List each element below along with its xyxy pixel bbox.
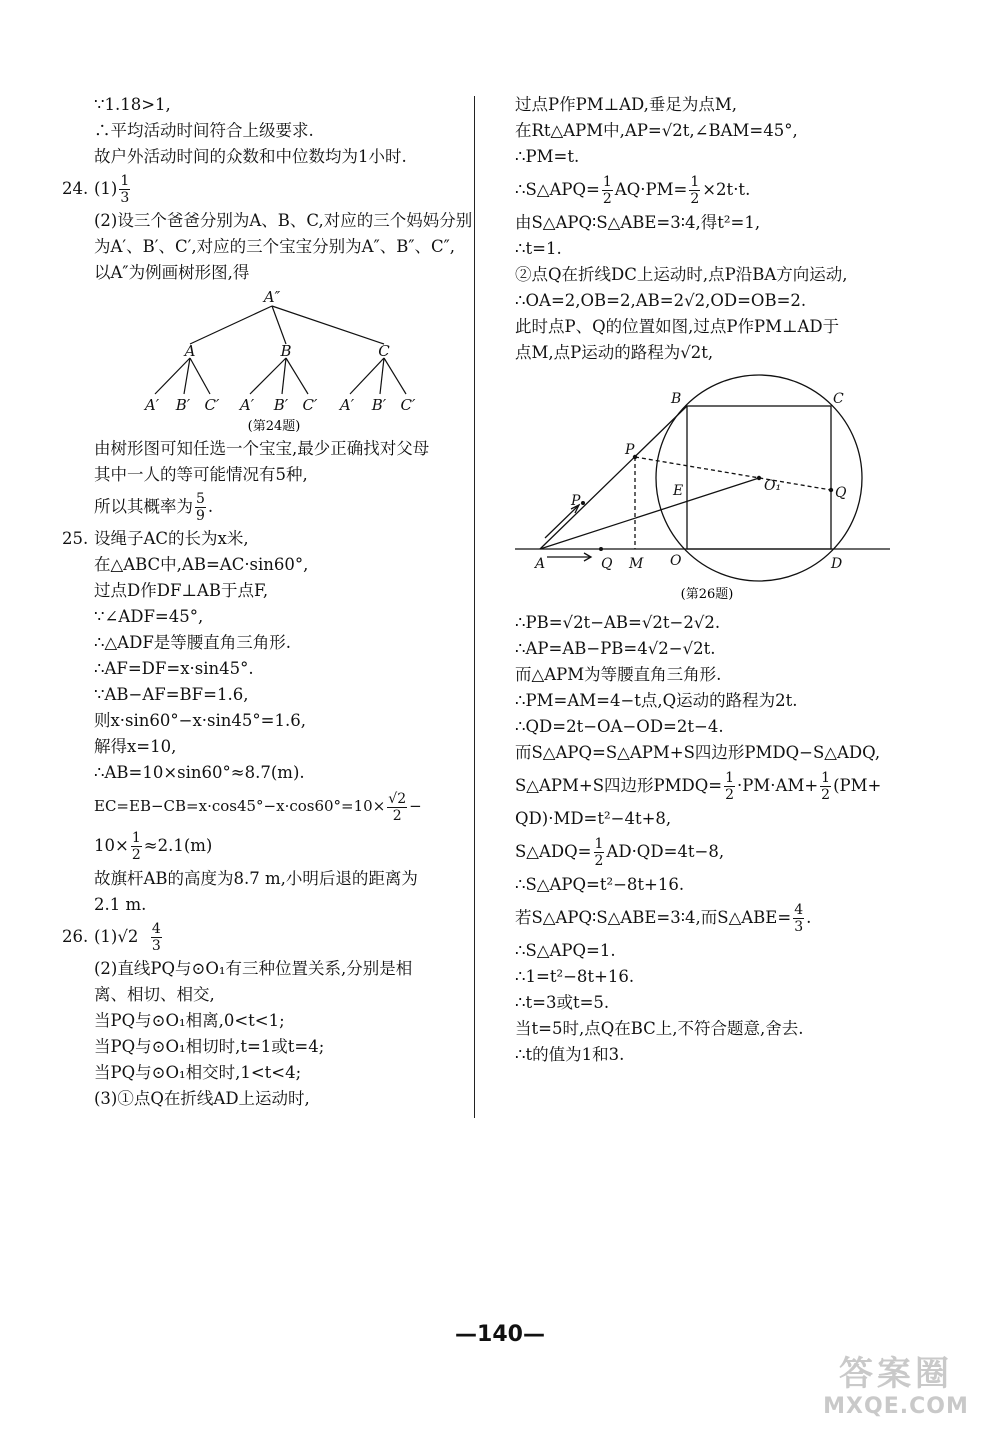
tree-leaf-label: B′	[273, 396, 289, 414]
text: S△ADQ=	[515, 842, 592, 861]
tree-node-label: A	[184, 342, 196, 360]
text-line: (2)直线PQ与⊙O₁有三种位置关系,分别是相	[94, 959, 413, 978]
tree-branch	[272, 306, 286, 344]
fraction	[119, 173, 130, 206]
tree-node-label: B	[280, 342, 292, 360]
text-line: ∴AF=DF=x·sin45°.	[94, 659, 254, 678]
text: (PM+	[833, 776, 882, 795]
text-line: ∴PM=t.	[515, 147, 580, 166]
tree-diagram-svg	[62, 286, 467, 436]
numerator: 1	[690, 174, 700, 190]
text-line: ∵AB−AF=BF=1.6,	[94, 685, 249, 704]
denominator: 3	[120, 190, 130, 206]
fraction	[793, 902, 804, 935]
tree-leaf-label: A′	[239, 396, 255, 414]
text-line: ∴平均活动时间符合上级要求.	[94, 121, 314, 140]
area-sum-line	[515, 766, 900, 806]
fraction	[131, 830, 142, 863]
text-line: 以A″为例画树形图,得	[94, 263, 250, 282]
text-line: ∵∠ADF=45°,	[94, 607, 204, 626]
denominator: 2	[821, 787, 831, 803]
numerator: 4	[794, 902, 804, 918]
text-line: 此时点P、Q的位置如图,过点P作PM⊥AD于	[515, 317, 840, 336]
label-o: O	[670, 553, 682, 569]
denominator: 9	[196, 508, 205, 524]
area-adq-line	[515, 832, 900, 872]
q24-answer-1	[62, 170, 467, 208]
numerator: 5	[196, 491, 205, 507]
text-line: 在△ABC中,AB=AC·sin60°,	[94, 555, 309, 574]
label-q-start: Q	[601, 556, 613, 572]
tree-branch	[250, 358, 286, 394]
text-line: ∴PB=√2t−AB=√2t−2√2.	[515, 613, 721, 632]
tree-branch	[286, 358, 308, 394]
tree-branch	[190, 358, 210, 394]
q25-result-line	[62, 826, 467, 866]
tree-leaf-label: C′	[204, 396, 220, 414]
area-formula-line	[515, 170, 900, 210]
label-b: B	[671, 391, 682, 407]
text-line: ②点Q在折线DC上运动时,点P沿BA方向运动,	[515, 265, 848, 284]
page-number: —140—	[455, 1322, 545, 1347]
fraction	[689, 174, 700, 207]
text-line: ∴△ADF是等腰直角三角形.	[94, 633, 292, 652]
text: AQ·PM=	[614, 180, 688, 199]
text-line: QD)·MD=t²−4t+8,	[515, 809, 672, 828]
numerator: 1	[594, 836, 604, 852]
text-line: 当PQ与⊙O₁相交时,1<t<4;	[94, 1063, 302, 1082]
left-column	[62, 92, 473, 1112]
text-line: ∴AP=AB−PB=4√2−√2t.	[515, 639, 716, 658]
text-line: (3)①点Q在折线AD上运动时,	[94, 1089, 310, 1108]
point-p-start	[581, 501, 585, 505]
text: −	[409, 797, 422, 815]
tree-branch	[190, 306, 272, 344]
numerator: 1	[602, 174, 612, 190]
text: (1)	[94, 179, 118, 198]
figure-caption: (第24题)	[247, 419, 301, 434]
text: AD·QD=4t−8,	[606, 842, 725, 861]
denominator: 2	[131, 847, 141, 863]
watermark-url: MXQE.COM	[823, 1394, 969, 1419]
text-line: 当PQ与⊙O₁相离,0<t<1;	[94, 1011, 285, 1030]
text: S△APM+S四边形PMDQ=	[515, 776, 723, 795]
text-line: 当t=5时,点Q在BC上,不符合题意,舍去.	[515, 1019, 804, 1038]
tree-diagram	[62, 286, 467, 436]
text: 10×	[94, 836, 129, 855]
text-line: ∴PM=AM=4−t点,Q运动的路程为2t.	[515, 691, 798, 710]
segment-ao1	[540, 478, 759, 549]
tree-leaf-label: A′	[339, 396, 355, 414]
label-m: M	[629, 556, 644, 572]
text-line: 而S△APQ=S△APM+S四边形PMDQ−S△ADQ,	[515, 743, 881, 762]
point-q	[829, 488, 833, 492]
text: ∴S△APQ=	[515, 180, 600, 199]
tree-branch	[384, 358, 406, 394]
text: 所以其概率为	[94, 497, 193, 516]
tree-leaf-label: C′	[400, 396, 416, 414]
segment-pq	[635, 457, 831, 490]
q24-probability-line	[62, 488, 467, 526]
text-line: 则x·sin60°−x·sin45°=1.6,	[94, 711, 306, 730]
fraction	[387, 791, 407, 824]
column-divider	[474, 96, 475, 1118]
tree-node-label: C	[378, 342, 390, 360]
text-line: 2.1 m.	[94, 895, 147, 914]
text-line: ∴t的值为1和3.	[515, 1045, 625, 1064]
text-line: 为A′、B′、C′,对应的三个宝宝分别为A″、B″、C″,	[94, 237, 456, 256]
right-column	[515, 92, 900, 1068]
text-line: ∴QD=2t−OA−OD=2t−4.	[515, 717, 724, 736]
numerator: 1	[120, 173, 130, 189]
text-line: (2)设三个爸爸分别为A、B、C,对应的三个妈妈分别	[94, 211, 473, 230]
text-line: 过点P作PM⊥AD,垂足为点M,	[515, 95, 738, 114]
text: EC=EB−CB=x·cos45°−x·cos60°=10×	[94, 797, 386, 815]
tree-leaf-label: C′	[302, 396, 318, 414]
text: ·PM·AM+	[737, 776, 819, 795]
point-o1	[757, 476, 761, 480]
denominator: 3	[151, 938, 161, 954]
tree-root-label: A″	[263, 288, 281, 306]
watermark-text: 答案圈	[839, 1354, 953, 1394]
question-number: 24.	[62, 179, 89, 198]
geometry-figure	[515, 366, 900, 610]
fraction	[602, 174, 613, 207]
fraction	[151, 921, 162, 954]
text-line: 故旗杆AB的高度为8.7 m,小明后退的距离为	[94, 869, 418, 888]
label-p-start: P	[571, 493, 581, 509]
text: .	[806, 908, 812, 927]
figure-caption: (第26题)	[680, 587, 734, 602]
tree-branch	[380, 358, 384, 394]
text: 设绳子AC的长为x米,	[94, 529, 249, 548]
label-a: A	[535, 556, 546, 572]
text: 若S△APQ∶S△ABE=3∶4,而S△ABE=	[515, 908, 792, 927]
label-q: Q	[835, 485, 847, 501]
question-number: 25.	[62, 529, 89, 548]
text: .	[207, 497, 214, 516]
tree-leaf-label: B′	[175, 396, 191, 414]
text-line: 点M,点P运动的路程为√2t,	[515, 343, 714, 362]
fraction	[594, 836, 605, 869]
text-line: 当PQ与⊙O₁相切时,t=1或t=4;	[94, 1037, 325, 1056]
denominator: 2	[725, 787, 735, 803]
point-q-start	[599, 547, 603, 551]
fraction	[195, 491, 206, 524]
label-o1: O₁	[764, 478, 782, 494]
arrow-p	[545, 505, 579, 538]
text-line: 其中一人的等可能情况有5种,	[94, 465, 308, 484]
tree-branch	[272, 306, 384, 344]
tree-branch	[282, 358, 286, 394]
text: (1)√2	[94, 927, 139, 946]
denominator: 3	[794, 919, 804, 935]
numerator: 1	[131, 830, 141, 846]
text-line: ∵1.18>1,	[94, 95, 171, 114]
label-c: C	[833, 391, 844, 407]
text-line: 故户外活动时间的众数和中位数均为1小时.	[94, 147, 407, 166]
fraction	[820, 770, 831, 803]
text-line: ∴t=1.	[515, 239, 562, 258]
numerator: 4	[151, 921, 161, 937]
denominator: 2	[690, 191, 700, 207]
text: ≈2.1(m)	[143, 836, 213, 855]
numerator: √2	[388, 790, 407, 807]
text-line: 在Rt△APM中,AP=√2t,∠BAM=45°,	[515, 121, 798, 140]
text-line: ∴AB=10×sin60°≈8.7(m).	[94, 763, 305, 782]
text-line: ∴S△APQ=1.	[515, 941, 616, 960]
numerator: 1	[821, 770, 831, 786]
text-line: 而△APM为等腰直角三角形.	[515, 665, 722, 684]
tree-leaf-label: A′	[144, 396, 160, 414]
denominator: 2	[594, 853, 604, 869]
tree-branch	[350, 358, 384, 394]
text-line: ∴OA=2,OB=2,AB=2√2,OD=OB=2.	[515, 291, 807, 310]
label-p: P	[625, 442, 635, 458]
watermark-logo	[806, 1354, 986, 1420]
segment-ab	[540, 406, 687, 549]
text: ×2t·t.	[702, 180, 751, 199]
q25-first-line	[62, 526, 467, 552]
tree-leaf-label: B′	[371, 396, 387, 414]
label-e: E	[673, 483, 684, 499]
text-line: ∴t=3或t=5.	[515, 993, 610, 1012]
denominator: 2	[392, 807, 402, 824]
text-line: 过点D作DF⊥AB于点F,	[94, 581, 269, 600]
q25-ec-line	[62, 786, 467, 826]
text-line: 离、相切、相交,	[94, 985, 215, 1004]
label-d: D	[831, 556, 843, 572]
text-line: ∴1=t²−8t+16.	[515, 967, 635, 986]
question-number: 26.	[62, 927, 89, 946]
text-line: 由S△APQ∶S△ABE=3∶4,得t²=1,	[515, 213, 761, 232]
geometry-figure-svg	[515, 366, 900, 610]
denominator: 2	[602, 191, 612, 207]
text-line: ∴S△APQ=t²−8t+16.	[515, 875, 685, 894]
text-line: 解得x=10,	[94, 737, 177, 756]
ratio-line	[515, 898, 900, 938]
text-line: 由树形图可知任选一个宝宝,最少正确找对父母	[94, 439, 430, 458]
fraction	[724, 770, 735, 803]
numerator: 1	[725, 770, 735, 786]
q26-answer-1	[62, 918, 467, 956]
